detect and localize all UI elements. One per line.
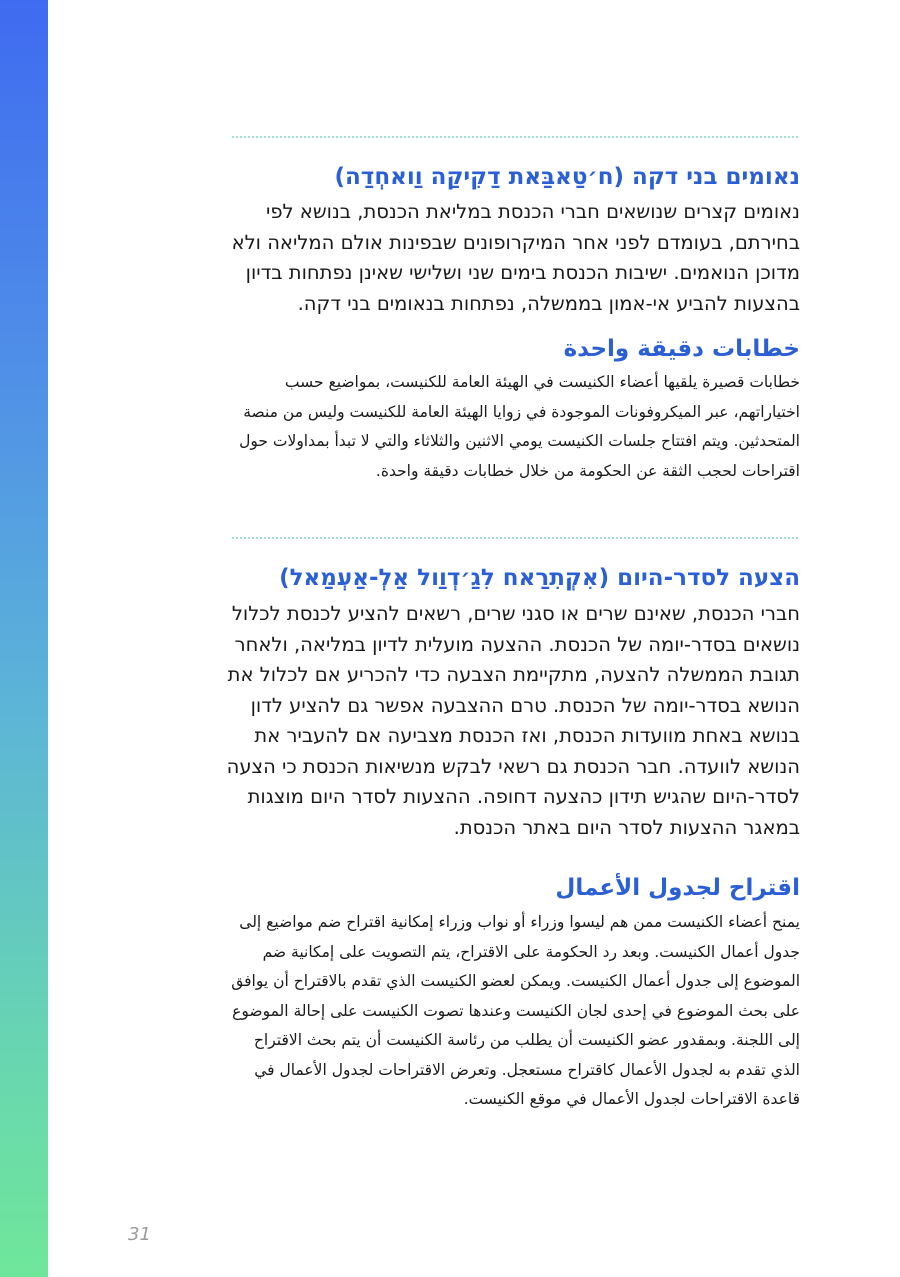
page-number: 31 — [128, 1224, 151, 1245]
section-divider-2 — [232, 537, 798, 539]
section-one-minute-speeches-ar — [225, 334, 800, 486]
section-body: يمنح أعضاء الكنيست ممن هم ليسوا وزراء أو نواب وزراء إمكانية اقتراح ضم مواضيع إلى جدول أعمال الكنيست. وبعد رد الحكومة على الاقتراح، يتم التصويت على إمكانية ضم الموضوع إلى جدول أعمال الكنيست. ويمكن لعضو الكنيست الذي تقدم بالاقتراح أن يوافق على بحث الموضوع في إحدى لجان الكنيست وعندها تصوت الكنيست على إحالة الموضوع إلى اللجنة. وبمقدور عضو الكنيست أن يطلب من رئاسة الكنيست أن يتم بحث الاقتراح الذي تقدم به لجدول الأعمال كاقتراح مستعجل. وتعرض الاقتراحات لجدول الأعمال في قاعدة الاقتراحات لجدول الأعمال في موقع الكنيست. — [231, 913, 800, 1108]
section-body: נאומים קצרים שנושאים חברי הכנסת במליאת הכנסת, בנושא לפי בחירתם, בעומדם לפני אחר המיקרופונים שבפינות אולם המליאה ולא מדוכן הנואמים. ישיבות הכנסת בימים שני ושלישי שאינן נפתחות בדיון בהצעות להביע אי-אמון בממשלה, נפתחות בנאומים בני דקה. — [231, 200, 800, 315]
section-agenda-motion-ar — [225, 873, 800, 1115]
section-one-minute-speeches-he — [225, 162, 800, 319]
decorative-side-bar — [0, 0, 48, 1277]
section-body: خطابات قصيرة يلقيها أعضاء الكنيست في الهيئة العامة للكنيست، بمواضيع حسب اختياراتهم، عبر الميكروفونات الموجودة في زوايا الهيئة العامة للكنيست وليس من منصة المتحدثين. ويتم افتتاح جلسات الكنيست يومي الاثنين والثلاثاء والتي لا تبدأ بمداولات حول اقتراحات لحجب الثقة عن الحكومة من خلال خطابات دقيقة واحدة. — [239, 373, 800, 480]
section-body: חברי הכנסת, שאינם שרים או סגני שרים, רשאים להציע לכנסת לכלול נושאים בסדר-יומה של הכנסת. ההצעה מועלית לדיון במליאה, ולאחר תגובת הממשלה להצעה, מתקיימת הצבעה כדי להכריע אם לכלול את הנושא בסדר-יומה של הכנסת. טרם ההצבעה אפשר גם להציע לדון בנושא באחת מוועדות הכנסת, ואז הכנסת מצביעה אם להעביר את הנושא לוועדה. חבר הכנסת גם רשאי לבקש מנשיאות הכנסת כי הצעה לסדר-היום שהגיש תידון כהצעה דחופה. ההצעות לסדר היום מוצגות במאגר ההצעות לסדר היום באתר הכנסת. — [226, 602, 800, 839]
section-agenda-motion-he — [225, 563, 800, 843]
section-heading: خطابات دقيقة واحدة — [563, 336, 800, 362]
section-divider-1 — [232, 136, 798, 138]
section-heading: נאומים בני דקה (ח׳טַאבַּאת דַקִיקַה וַואחְדַה) — [334, 164, 800, 190]
section-heading: הצעה לסדר-היום (אִקְתִרַאח לִגַ׳דְוַול אַלְ-אַעְמַאל) — [279, 565, 800, 591]
section-heading: اقتراح لجدول الأعمال — [555, 875, 800, 901]
